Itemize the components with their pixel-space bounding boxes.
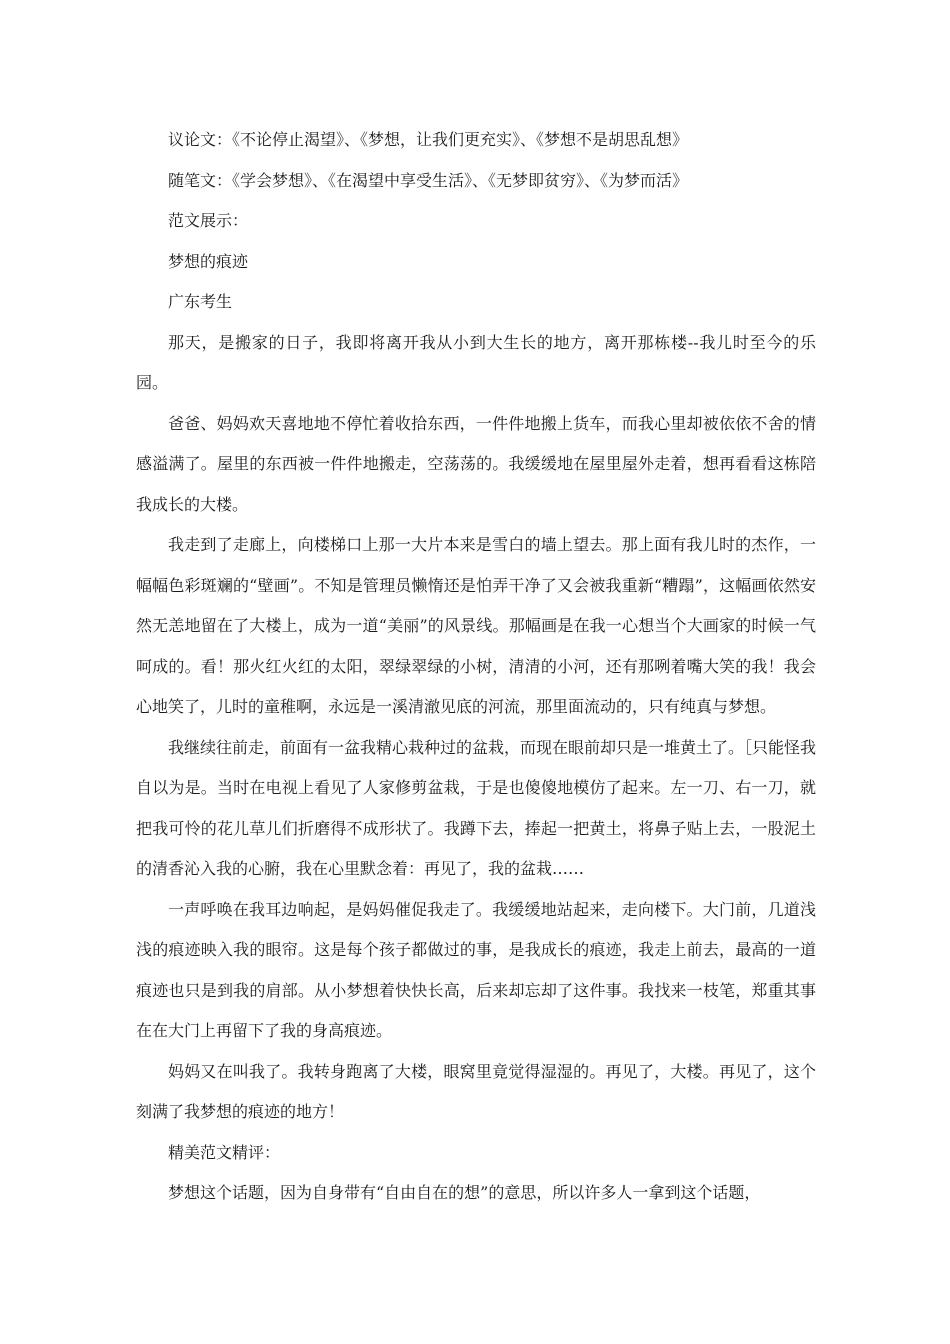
essay-paragraph: 一声呼唤在我耳边响起，是妈妈催促我走了。我缓缓地站起来，走向楼下。大门前，几道浅浅的痕迹映入我的眼帘。这是每个孩子都做过的事，是我成长的痕迹，我走上前去，最高的一道痕迹也只是到我的肩部。从小梦想着快快长高，后来却忘却了这件事。我找来一枝笔，郑重其事在在大门上再留下了我的身高痕迹。 xyxy=(136,899,816,1040)
essay-paragraph: 妈妈又在叫我了。我转身跑离了大楼，眼窝里竟觉得湿湿的。再见了，大楼。再见了，这个刻满了我梦想的痕迹的地方！ xyxy=(136,1061,816,1121)
review-text: 梦想这个话题，因为自身带有“自由自在的想”的意思，所以许多人一拿到这个话题， xyxy=(168,1183,761,1202)
review-heading: 精美范文精评： xyxy=(168,1142,281,1162)
essay-paragraph: 我继续往前走，前面有一盆我精心栽种过的盆栽，而现在眼前却只是一堆黄土了。［只能怪我自以为是。当时在电视上看见了人家修剪盆栽，于是也傻傻地模仿了起来。左一刀、右一刀，就把我可怜的花儿草儿们折磨得不成形状了。我蹲下去，捧起一把黄土，将鼻子贴上去，一股泥土的清香沁入我的心腑，我在心里默念着：再见了，我的盆栽…… xyxy=(136,737,817,878)
essay-author: 广东考生 xyxy=(168,292,233,311)
essay-paragraph: 那天，是搬家的日子，我即将离开我从小到大生长的地方，离开那栋楼--我儿时至今的乐园。 xyxy=(136,332,816,392)
sample-heading: 范文展示： xyxy=(168,211,249,230)
essay-paragraph: 爸爸、妈妈欢天喜地地不停忙着收拾东西，一件件地搬上货车，而我心里却被依依不舍的情感溢满了。屋里的东西被一件件地搬走，空荡荡的。我缓缓地在屋里屋外走着，想再看看这栋陪我成长的大楼。 xyxy=(136,413,816,514)
essay-titles-line: 随笔文：《学会梦想》、《在渴望中享受生活》、《无梦即贫穷》、《为梦而活》 xyxy=(168,170,689,190)
document-body xyxy=(136,120,816,1214)
essay-paragraph: 我走到了走廊上，向楼梯口上那一大片本来是雪白的墙上望去。那上面有我儿时的杰作，一幅幅色彩斑斓的“壁画”。不知是管理员懒惰还是怕弄干净了又会被我重新“糟蹋”，这幅画依然安然无恙地留在了大楼上，成为一道“美丽”的风景线。那幅画是在我一心想当个大画家的时候一气呵成的。看！那火红火红的太阳，翠绿翠绿的小树，清清的小河，还有那咧着嘴大笑的我！我会心地笑了，儿时的童稚啊，永远是一溪清澈见底的河流，那里面流动的，只有纯真与梦想。 xyxy=(136,535,816,716)
argumentative-titles-line: 议论文：《不论停止渴望》、《梦想，让我们更充实》、《梦想不是胡思乱想》 xyxy=(168,130,689,149)
essay-title: 梦想的痕迹 xyxy=(168,251,249,271)
